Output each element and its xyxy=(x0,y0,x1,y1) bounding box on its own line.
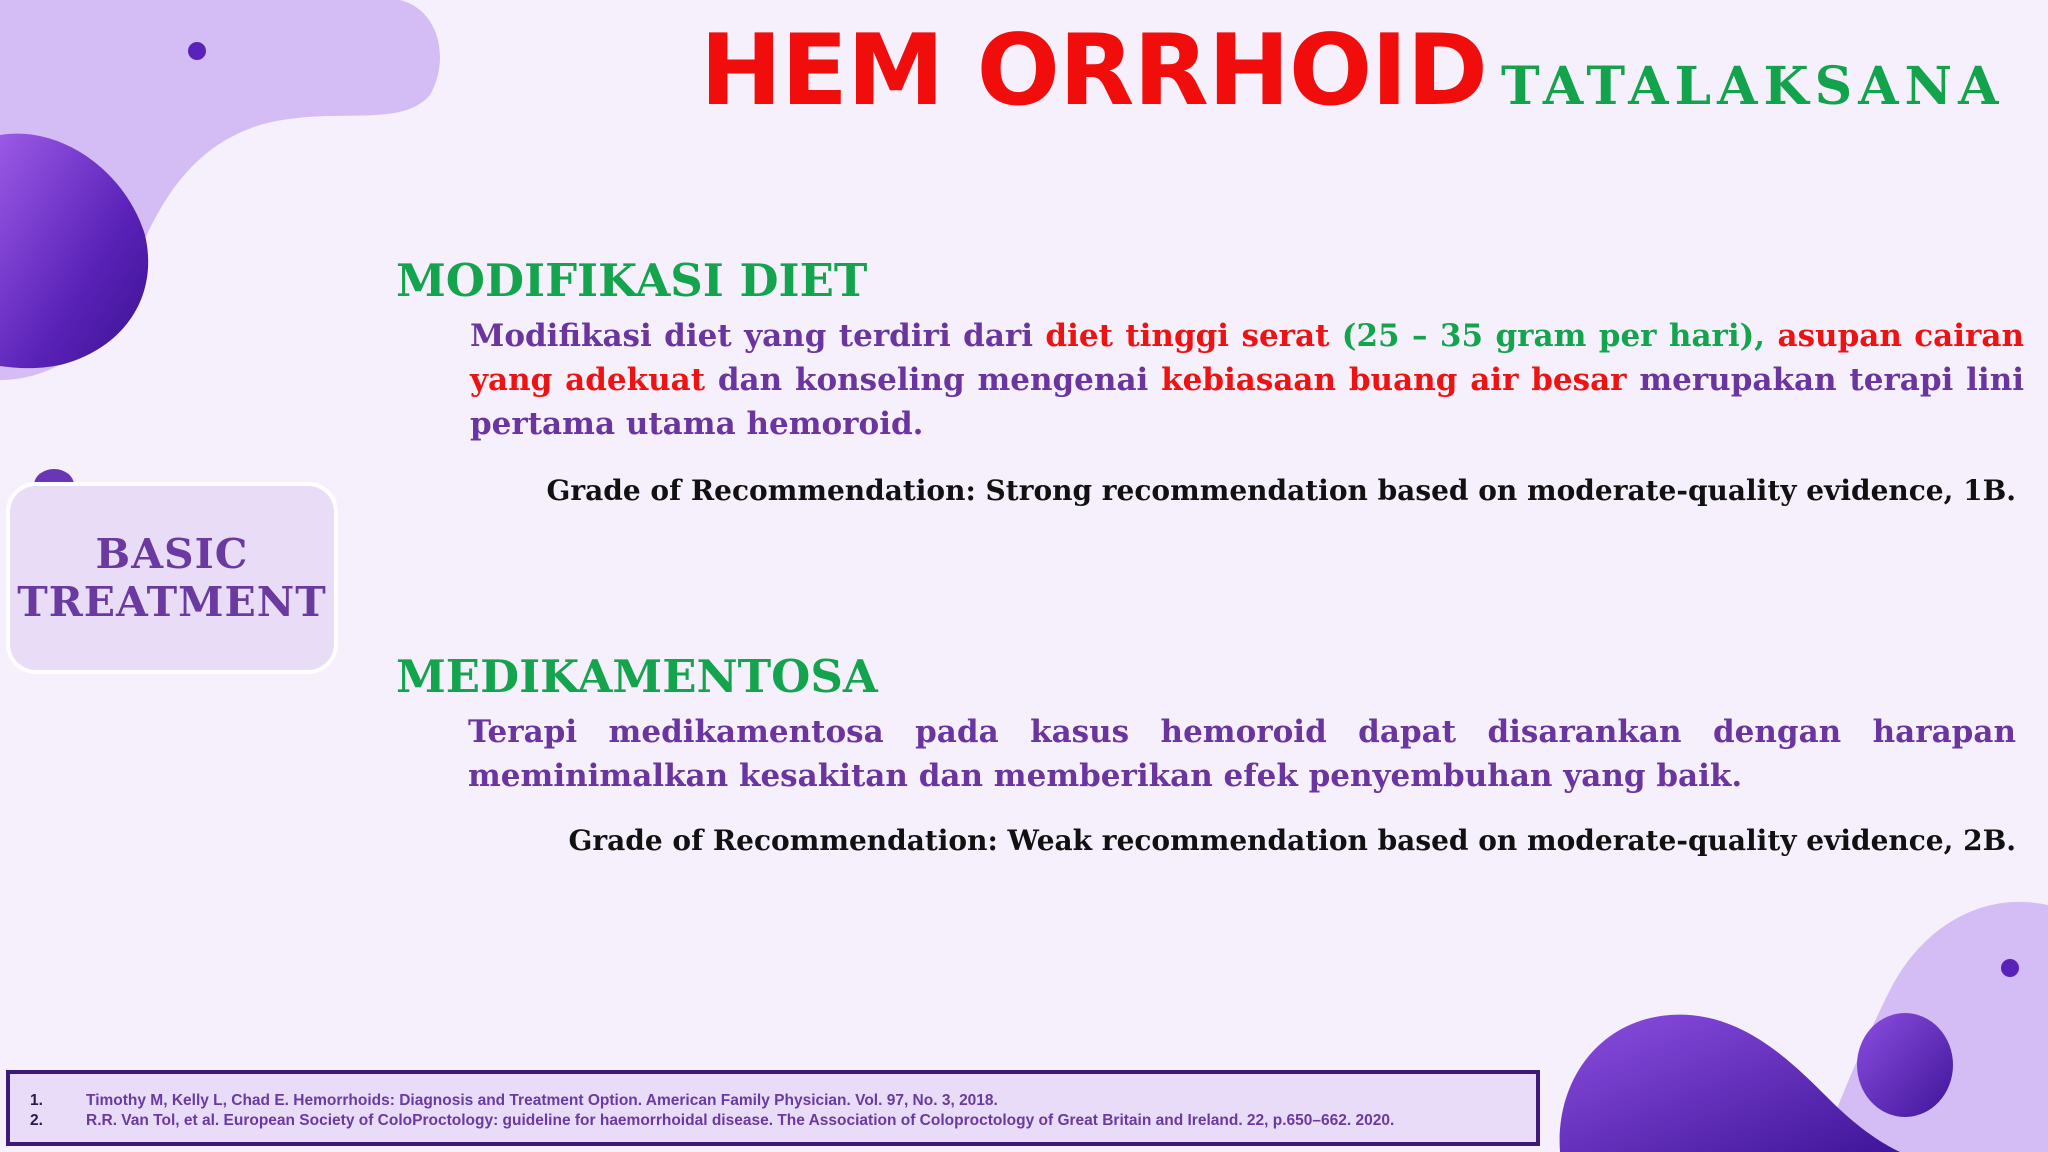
section-paragraph-medication: Terapi medikamentosa pada kasus hemoroid dapat disarankan dengan harapan meminimalkan kesakitan dan memberikan efek penyembuhan yang baik. xyxy=(468,714,2016,794)
top-left-dot xyxy=(188,42,206,60)
reference-item xyxy=(30,1112,1394,1130)
reference-item xyxy=(30,1092,998,1110)
reference-number: 2. xyxy=(30,1112,43,1129)
grade-recommendation-medication: Grade of Recommendation: Weak recommendation based on moderate-quality evidence, 2B. xyxy=(568,824,2016,857)
bottom-right-small-blob xyxy=(1857,1013,1953,1117)
reference-text: R.R. Van Tol, et al. European Society of ColoProctology: guideline for haemorrhoidal disease. The Association of Coloproctology of Great Britain and Ireland. 22, p.650–662. 2020. xyxy=(86,1112,1395,1129)
section-heading-medication: MEDIKAMENTOSA xyxy=(396,650,878,703)
basic-treatment-label: BASIC TREATMENT xyxy=(17,530,327,626)
section-heading-diet: MODIFIKASI DIET xyxy=(396,254,868,307)
grade-recommendation-diet: Grade of Recommendation: Strong recommendation based on moderate-quality evidence, 1B. xyxy=(546,474,2016,507)
bottom-right-dot xyxy=(2001,959,2019,977)
reference-number: 1. xyxy=(30,1092,43,1109)
page-title xyxy=(700,14,2004,128)
section-paragraph-diet: Modifikasi diet yang terdiri dari diet tinggi serat (25 – 35 gram per hari), asupan cairan yang adekuat dan konseling mengenai kebiasaan buang air besar merupakan terapi lini pertama utama hemoroid. xyxy=(470,318,2025,442)
reference-text: Timothy M, Kelly L, Chad E. Hemorrhoids: Diagnosis and Treatment Option. American Family Physician. Vol. 97, No. 3, 2018. xyxy=(86,1092,998,1109)
title-main: HEM ORRHOID xyxy=(700,14,1487,128)
basic-treatment-card xyxy=(10,486,334,670)
title-sub: TATALAKSANA xyxy=(1500,56,2005,117)
references-box xyxy=(6,1070,1540,1146)
